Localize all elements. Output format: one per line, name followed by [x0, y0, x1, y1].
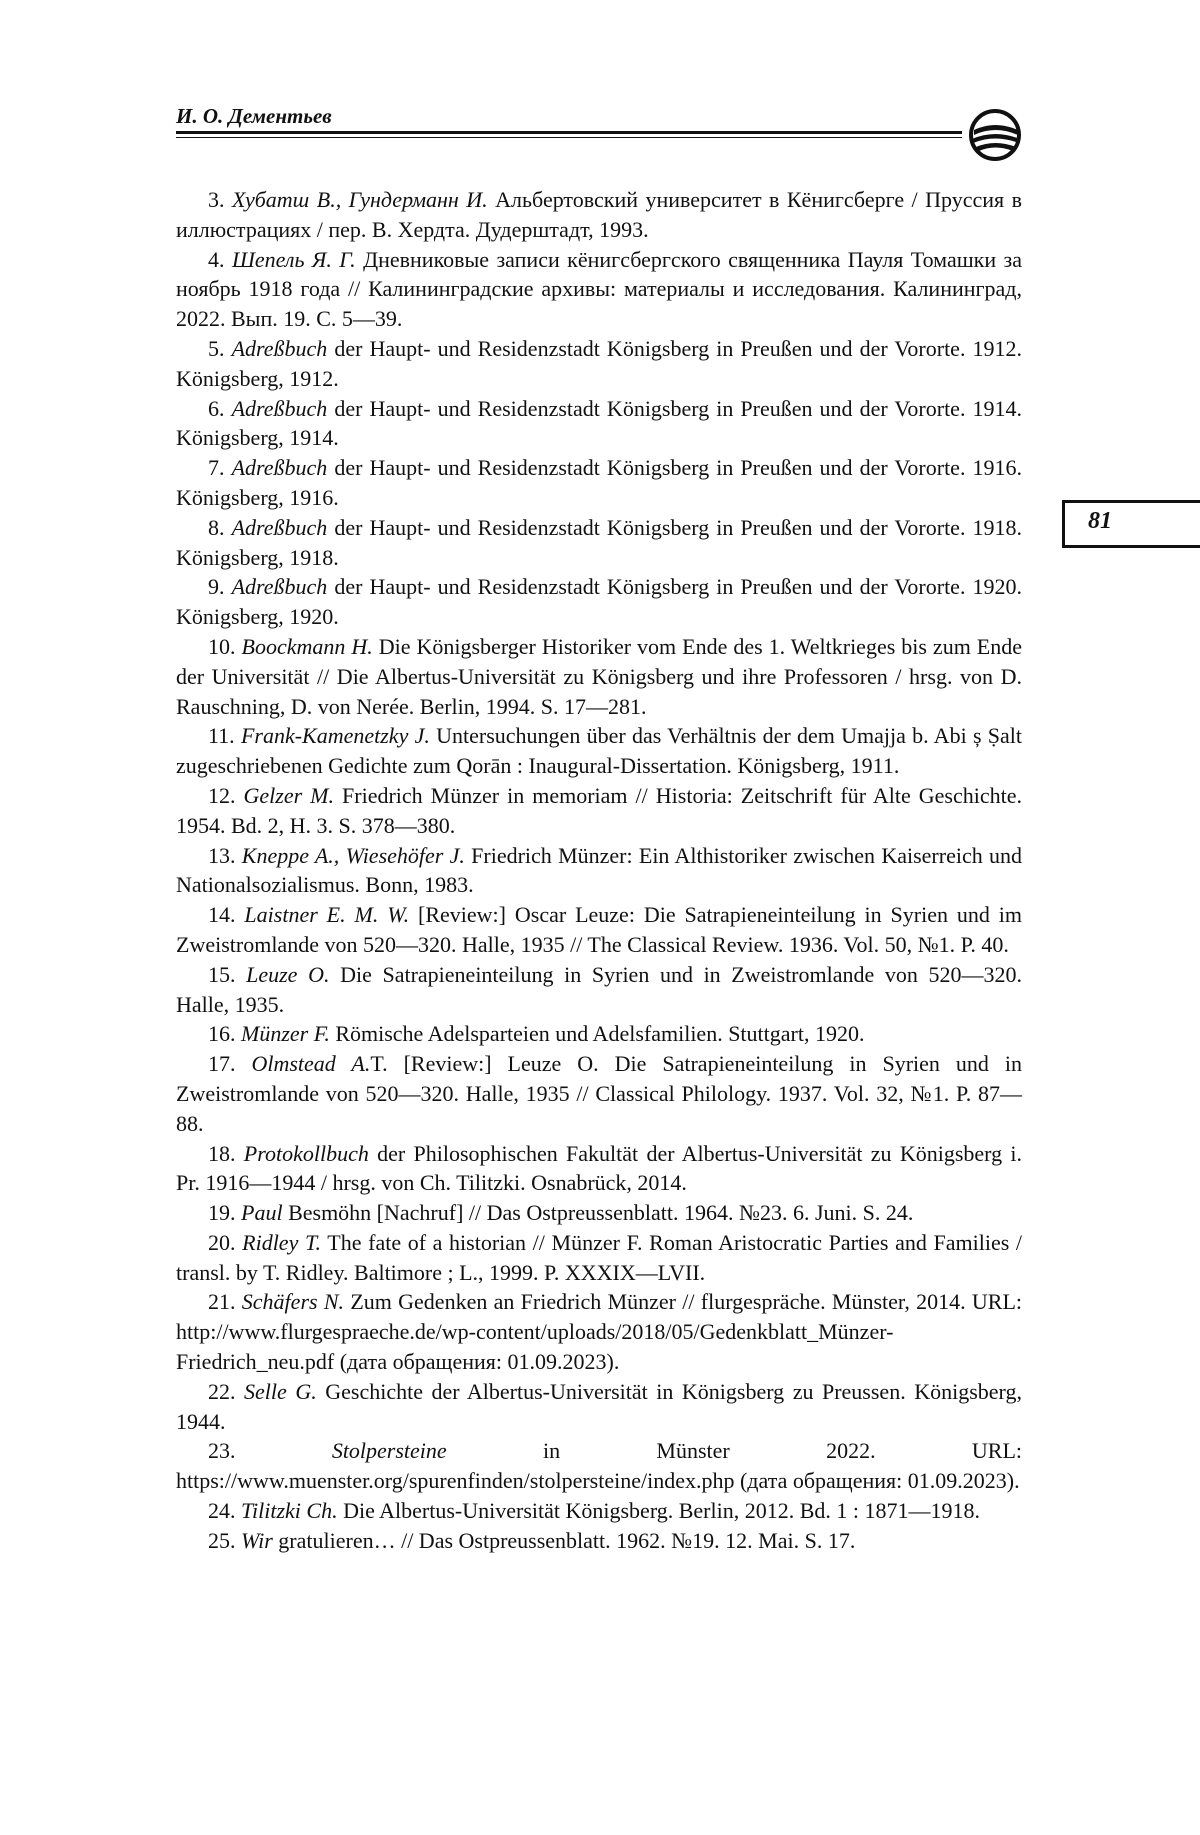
- reference-author: Kneppe A., Wiesehöfer J.: [241, 842, 465, 868]
- reference-number: 15.: [208, 961, 236, 987]
- reference-item: [176, 900, 1022, 960]
- reference-number: 4.: [208, 246, 225, 272]
- reference-author: Хубатш В., Гундерманн И.: [231, 187, 488, 212]
- reference-author: Schäfers N.: [241, 1289, 345, 1315]
- reference-text: [Review:] Oscar Leuze: Die Satrapieneinteilung in Syrien und im Zweistromlande von 520—320. Halle, 1935 // The Classical Review. 1936. Vol. 50, №1. P. 40.: [176, 902, 1023, 957]
- running-header-author: И. О. Дементьев: [176, 104, 332, 128]
- reference-text: der Haupt- und Residenzstadt Königsberg in Preußen und der Vororte. 1918. Königsberg, 1918.: [176, 514, 1023, 570]
- reference-author: Wir: [241, 1527, 273, 1553]
- reference-number: 3.: [208, 187, 225, 212]
- reference-item: [176, 1377, 1022, 1437]
- reference-text: Geschichte der Albertus-Universität in Königsberg zu Preussen. Königsberg, 1944.: [176, 1378, 1022, 1434]
- reference-number: 20.: [208, 1229, 236, 1255]
- reference-number: 21.: [208, 1289, 236, 1315]
- reference-text: Römische Adelsparteien und Adelsfamilien. Stuttgart, 1920.: [329, 1021, 865, 1047]
- reference-text: in Münster 2022. URL: https://www.muenster.org/spurenfinden/stolpersteine/index.php (дата обращения: 01.09.2023).: [176, 1438, 1022, 1494]
- reference-list: [176, 185, 1022, 1556]
- reference-number: 6.: [208, 395, 225, 421]
- reference-author: Leuze O.: [246, 961, 330, 987]
- reference-item: [176, 1228, 1022, 1288]
- reference-author: Frank-Kamenetzky J.: [240, 723, 430, 749]
- reference-text: Дневниковые записи кёнигсбергского священника Пауля Томашки за ноябрь 1918 года // Калининградские архивы: материалы и исследования. Калининград, 2022. Вып. 19. С. 5—39.: [176, 246, 1022, 332]
- reference-text: Die Satrapieneinteilung in Syrien und in Zweistromlande von 520—320. Halle, 1935.: [176, 961, 1022, 1017]
- header-rule-thin: [176, 137, 962, 138]
- reference-item: [176, 1287, 1022, 1376]
- reference-author: Tilitzki Ch.: [241, 1498, 338, 1524]
- reference-item: [176, 185, 1022, 245]
- reference-text: Untersuchungen über das Verhältnis der dem Umajja b. Abi ș Ṣalt zugeschriebenen Gedichte zum Qorān : Inaugural-Dissertation. Königsberg, 1911.: [176, 723, 1022, 779]
- reference-author: Adreßbuch: [231, 335, 328, 361]
- reference-item: [176, 513, 1022, 573]
- reference-number: 9.: [208, 574, 225, 600]
- reference-number: 8.: [208, 514, 225, 540]
- reference-author: Adreßbuch: [231, 514, 328, 540]
- reference-author: Paul: [241, 1200, 283, 1226]
- reference-item: [176, 1436, 1022, 1496]
- reference-text: Альбертовский университет в Кёнигсберге / Пруссия в иллюстрациях / пер. В. Хердта. Дудерштадт, 1993.: [176, 187, 1022, 242]
- reference-text: der Haupt- und Residenzstadt Königsberg in Preußen und der Vororte. 1914. Königsberg, 1914.: [176, 395, 1023, 451]
- reference-author: Adreßbuch: [231, 395, 328, 421]
- reference-text: Zum Gedenken an Friedrich Münzer // flurgespräche. Münster, 2014. URL: http://www.flurgespraeche.de/wp-content/uploads/2018/05/Gedenkblatt_Münzer-Friedrich_neu.pdf (дата обращения: 01.09.2023).: [176, 1289, 1023, 1375]
- header-rule-thick: [176, 131, 962, 134]
- reference-item: [176, 781, 1022, 841]
- reference-item: [176, 1496, 1022, 1526]
- reference-author: Protokollbuch: [243, 1140, 369, 1166]
- reference-number: 11.: [208, 723, 235, 749]
- reference-author: Adreßbuch: [231, 455, 328, 481]
- reference-number: 24.: [208, 1498, 236, 1524]
- reference-item: [176, 1526, 1022, 1556]
- reference-item: [176, 1019, 1022, 1049]
- reference-text: Friedrich Münzer in memoriam // Historia: Zeitschrift für Alte Geschichte. 1954. Bd. 2, H. 3. S. 378—380.: [176, 782, 1023, 838]
- reference-number: 25.: [208, 1527, 236, 1553]
- reference-text: Besmöhn [Nachruf] // Das Ostpreussenblatt. 1964. №23. 6. Juni. S. 24.: [282, 1200, 914, 1226]
- reference-number: 17.: [208, 1051, 236, 1077]
- reference-number: 14.: [208, 902, 236, 928]
- reference-text: Die Königsberger Historiker vom Ende des 1. Weltkrieges bis zum Ende der Universität // Die Albertus-Universität zu Königsberg und ihre Professoren / hrsg. von D. Rauschning, D. von Nerée. Berlin, 1994. S. 17—281.: [176, 633, 1023, 719]
- reference-text: der Philosophischen Fakultät der Albertus-Universität zu Königsberg i. Pr. 1916—1944 / hrsg. von Ch. Tilitzki. Osnabrück, 2014.: [176, 1140, 1022, 1196]
- reference-text: gratulieren… // Das Ostpreussenblatt. 1962. №19. 12. Mai. S. 17.: [272, 1527, 856, 1553]
- reference-item: [176, 721, 1022, 781]
- reference-text: der Haupt- und Residenzstadt Königsberg in Preußen und der Vororte. 1920. Königsberg, 1920.: [176, 574, 1023, 630]
- reference-text: The fate of a historian // Münzer F. Roman Aristocratic Parties and Families / transl. by T. Ridley. Baltimore ; L., 1999. P. XXXIX—LVII.: [176, 1229, 1023, 1285]
- reference-item: [176, 960, 1022, 1020]
- reference-item: [176, 453, 1022, 513]
- reference-text: Die Albertus-Universität Königsberg. Berlin, 2012. Bd. 1 : 1871—1918.: [337, 1498, 981, 1524]
- reference-number: 10.: [208, 633, 236, 659]
- reference-number: 23.: [208, 1438, 236, 1464]
- reference-author: Adreßbuch: [231, 574, 328, 600]
- reference-item: [176, 632, 1022, 721]
- reference-number: 18.: [208, 1140, 236, 1166]
- reference-text: der Haupt- und Residenzstadt Königsberg in Preußen und der Vororte. 1916. Königsberg, 1916.: [176, 455, 1023, 510]
- reference-text: Friedrich Münzer: Ein Althistoriker zwischen Kaiserreich und Nationalsozialismus. Bonn, 1983.: [176, 842, 1022, 898]
- page-number-box: [1062, 500, 1200, 548]
- page-number: 81: [1088, 508, 1112, 534]
- reference-author: Laistner E. M. W.: [244, 902, 410, 928]
- reference-number: 12.: [208, 782, 236, 808]
- reference-author: Selle G.: [244, 1378, 317, 1404]
- reference-number: 7.: [208, 455, 225, 481]
- reference-number: 16.: [208, 1021, 236, 1047]
- reference-author: Boockmann H.: [241, 633, 373, 659]
- reference-author: Шепель Я. Г.: [231, 246, 356, 272]
- reference-number: 5.: [208, 335, 225, 361]
- reference-item: [176, 1198, 1022, 1228]
- reference-number: 22.: [208, 1378, 236, 1404]
- reference-author: Olmstead A.: [251, 1051, 371, 1077]
- reference-number: 19.: [208, 1200, 236, 1226]
- reference-item: [176, 394, 1022, 454]
- reference-text: T. [Review:] Leuze O. Die Satrapieneinteilung in Syrien und in Zweistromlande von 520—320. Halle, 1935 // Classical Philology. 1937. Vol. 32, №1. P. 87—88.: [176, 1051, 1022, 1136]
- journal-logo-icon: [964, 106, 1026, 164]
- reference-number: 13.: [208, 842, 236, 868]
- reference-item: [176, 841, 1022, 901]
- reference-author: Stolpersteine: [331, 1438, 447, 1464]
- reference-item: [176, 1049, 1022, 1138]
- reference-item: [176, 572, 1022, 632]
- reference-item: [176, 334, 1022, 394]
- reference-item: [176, 1139, 1022, 1199]
- reference-author: Gelzer M.: [243, 782, 335, 808]
- reference-author: Münzer F.: [241, 1021, 330, 1047]
- reference-item: [176, 245, 1022, 334]
- reference-text: der Haupt- und Residenzstadt Königsberg in Preußen und der Vororte. 1912. Königsberg, 1912.: [176, 335, 1023, 391]
- reference-author: Ridley T.: [242, 1229, 322, 1255]
